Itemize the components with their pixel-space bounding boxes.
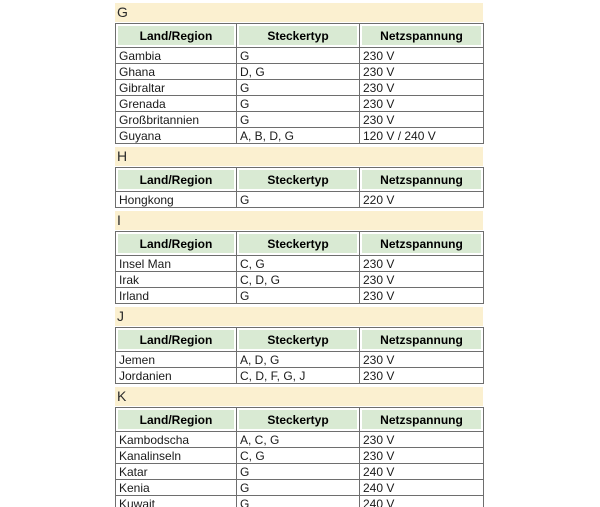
plugtype-cell: A, C, G bbox=[237, 432, 360, 448]
section-bar bbox=[115, 307, 483, 326]
table-body bbox=[116, 432, 484, 507]
table-row bbox=[116, 432, 484, 448]
country-table bbox=[115, 167, 484, 208]
plugtype-cell: C, G bbox=[237, 256, 360, 272]
voltage-cell: 230 V bbox=[360, 96, 484, 112]
table-body bbox=[116, 256, 484, 304]
column-header-netzspannung: Netzspannung bbox=[360, 232, 484, 256]
section-letter: G bbox=[117, 4, 128, 20]
voltage-cell: 230 V bbox=[360, 448, 484, 464]
country-cell: Irak bbox=[116, 272, 237, 288]
table-body bbox=[116, 352, 484, 384]
plugtype-cell: G bbox=[237, 480, 360, 496]
table-row bbox=[116, 368, 484, 384]
voltage-cell: 230 V bbox=[360, 368, 484, 384]
country-table bbox=[115, 407, 484, 507]
country-cell: Kuwait bbox=[116, 496, 237, 507]
plugtype-cell: C, D, G bbox=[237, 272, 360, 288]
column-header-steckertyp: Steckertyp bbox=[237, 408, 360, 432]
table-header-row bbox=[116, 232, 484, 256]
voltage-cell: 240 V bbox=[360, 496, 484, 507]
country-cell: Gibraltar bbox=[116, 80, 237, 96]
section-bar bbox=[115, 387, 483, 406]
country-table bbox=[115, 23, 484, 144]
section-letter: J bbox=[117, 308, 124, 324]
plugtype-cell: C, G bbox=[237, 448, 360, 464]
country-cell: Guyana bbox=[116, 128, 237, 144]
column-header-land-region: Land/Region bbox=[116, 168, 237, 192]
letter-section bbox=[115, 147, 483, 208]
country-cell: Jordanien bbox=[116, 368, 237, 384]
voltage-cell: 230 V bbox=[360, 432, 484, 448]
column-header-land-region: Land/Region bbox=[116, 232, 237, 256]
country-cell: Gambia bbox=[116, 48, 237, 64]
plugtype-cell: D, G bbox=[237, 64, 360, 80]
table-row bbox=[116, 192, 484, 208]
plugtype-cell: G bbox=[237, 496, 360, 507]
voltage-cell: 230 V bbox=[360, 352, 484, 368]
voltage-cell: 120 V / 240 V bbox=[360, 128, 484, 144]
column-header-land-region: Land/Region bbox=[116, 328, 237, 352]
column-header-land-region: Land/Region bbox=[116, 24, 237, 48]
table-row bbox=[116, 48, 484, 64]
table-body bbox=[116, 192, 484, 208]
letter-section bbox=[115, 307, 483, 384]
table-row bbox=[116, 80, 484, 96]
plugtype-cell: G bbox=[237, 48, 360, 64]
voltage-cell: 230 V bbox=[360, 288, 484, 304]
voltage-cell: 230 V bbox=[360, 64, 484, 80]
plugtype-cell: G bbox=[237, 96, 360, 112]
plugtype-cell: A, D, G bbox=[237, 352, 360, 368]
voltage-cell: 230 V bbox=[360, 80, 484, 96]
country-table bbox=[115, 327, 484, 384]
voltage-cell: 230 V bbox=[360, 112, 484, 128]
section-bar bbox=[115, 147, 483, 166]
table-row bbox=[116, 288, 484, 304]
plugtype-cell: A, B, D, G bbox=[237, 128, 360, 144]
letter-section bbox=[115, 387, 483, 507]
column-header-netzspannung: Netzspannung bbox=[360, 408, 484, 432]
plugtype-cell: G bbox=[237, 192, 360, 208]
country-cell: Jemen bbox=[116, 352, 237, 368]
section-bar bbox=[115, 3, 483, 22]
column-header-land-region: Land/Region bbox=[116, 408, 237, 432]
voltage-cell: 220 V bbox=[360, 192, 484, 208]
section-letter: K bbox=[117, 388, 127, 404]
table-body bbox=[116, 48, 484, 144]
column-header-steckertyp: Steckertyp bbox=[237, 168, 360, 192]
section-letter: H bbox=[117, 148, 128, 164]
table-header-row bbox=[116, 168, 484, 192]
country-cell: Großbritannien bbox=[116, 112, 237, 128]
section-bar bbox=[115, 211, 483, 230]
table-row bbox=[116, 480, 484, 496]
table-row bbox=[116, 448, 484, 464]
table-row bbox=[116, 464, 484, 480]
letter-section bbox=[115, 3, 483, 144]
section-letter: I bbox=[117, 212, 121, 228]
country-cell: Kanalinseln bbox=[116, 448, 237, 464]
table-row bbox=[116, 128, 484, 144]
table-row bbox=[116, 64, 484, 80]
sections-container bbox=[115, 0, 483, 507]
table-row bbox=[116, 352, 484, 368]
column-header-steckertyp: Steckertyp bbox=[237, 24, 360, 48]
voltage-cell: 230 V bbox=[360, 272, 484, 288]
voltage-cell: 230 V bbox=[360, 48, 484, 64]
country-cell: Insel Man bbox=[116, 256, 237, 272]
plugtype-cell: G bbox=[237, 112, 360, 128]
plugtype-cell: G bbox=[237, 464, 360, 480]
column-header-netzspannung: Netzspannung bbox=[360, 328, 484, 352]
column-header-netzspannung: Netzspannung bbox=[360, 24, 484, 48]
column-header-netzspannung: Netzspannung bbox=[360, 168, 484, 192]
country-cell: Irland bbox=[116, 288, 237, 304]
table-row bbox=[116, 96, 484, 112]
table-row bbox=[116, 256, 484, 272]
voltage-cell: 230 V bbox=[360, 256, 484, 272]
column-header-steckertyp: Steckertyp bbox=[237, 328, 360, 352]
plugtype-cell: G bbox=[237, 288, 360, 304]
table-header-row bbox=[116, 408, 484, 432]
table-header-row bbox=[116, 24, 484, 48]
country-cell: Kambodscha bbox=[116, 432, 237, 448]
country-cell: Ghana bbox=[116, 64, 237, 80]
table-row bbox=[116, 496, 484, 507]
country-cell: Hongkong bbox=[116, 192, 237, 208]
country-table bbox=[115, 231, 484, 304]
country-cell: Katar bbox=[116, 464, 237, 480]
table-row bbox=[116, 272, 484, 288]
letter-section bbox=[115, 211, 483, 304]
table-row bbox=[116, 112, 484, 128]
country-cell: Kenia bbox=[116, 480, 237, 496]
plugtype-cell: C, D, F, G, J bbox=[237, 368, 360, 384]
table-header-row bbox=[116, 328, 484, 352]
voltage-cell: 240 V bbox=[360, 480, 484, 496]
voltage-cell: 240 V bbox=[360, 464, 484, 480]
plugtype-cell: G bbox=[237, 80, 360, 96]
column-header-steckertyp: Steckertyp bbox=[237, 232, 360, 256]
country-cell: Grenada bbox=[116, 96, 237, 112]
